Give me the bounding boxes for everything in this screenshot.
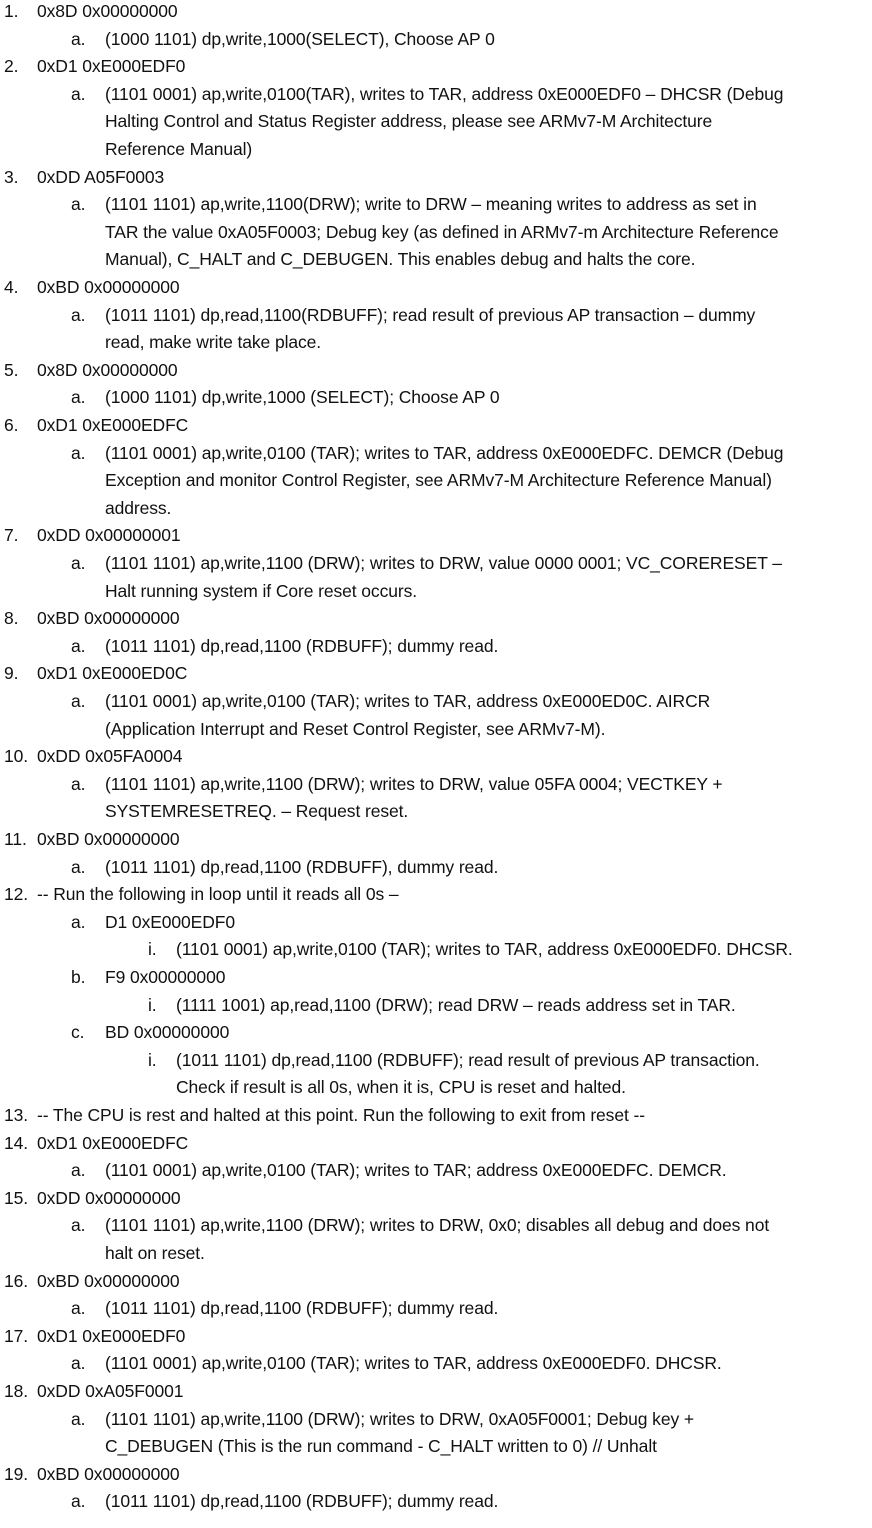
list-item-text: (1111 1001) ap,read,1100 (DRW); read DRW – reads address set in TAR. <box>176 994 736 1015</box>
list-item-text: 0xD1 0xE000EDFC <box>37 415 189 435</box>
list-item-number: a. <box>71 442 86 463</box>
list-item-number: 17. <box>4 1325 29 1346</box>
list-item-text: (1101 1101) ap,write,1100(DRW); write to DRW – meaning writes to address as set in <box>105 194 757 215</box>
list-item-text: (Application Interrupt and Reset Control Register, see ARMv7-M). <box>105 718 606 739</box>
list-item-number: a. <box>71 28 86 49</box>
list-item-text: (1101 0001) ap,write,0100 (TAR); writes to TAR, address 0xE000EDF0. DHCSR. <box>176 939 793 960</box>
list-item-text: (1011 1101) dp,read,1100 (RDBUFF); dummy read. <box>105 1491 499 1512</box>
list-item-number: a. <box>71 553 86 573</box>
list-item-text: SYSTEMRESETREQ. – Request reset. <box>105 801 409 822</box>
list-item-number: a. <box>71 911 86 932</box>
list-item-text: 0xDD 0x05FA0004 <box>37 746 183 767</box>
list-item-number: i. <box>148 1049 157 1070</box>
list-item-number: 18. <box>4 1381 29 1401</box>
list-item-text: Check if result is all 0s, when it is, CPU is reset and halted. <box>176 1077 626 1098</box>
list-item-text: C_DEBUGEN (This is the run command - C_HALT written to 0) // Unhalt <box>105 1436 657 1457</box>
list-item-number: 10. <box>4 746 29 767</box>
list-item-text: Exception and monitor Control Register, see ARMv7-M Architecture Reference Manual) <box>105 470 772 491</box>
list-item-number: 2. <box>4 56 19 77</box>
list-item-text: (1101 0001) ap,write,0100 (TAR); writes to TAR, address 0xE000EDFC. DEMCR (Debug <box>105 442 784 463</box>
list-item-number: a. <box>71 773 86 794</box>
list-item-text: 0xBD 0x00000000 <box>37 1463 180 1484</box>
list-item-number: c. <box>71 1022 85 1043</box>
list-item-number: a. <box>71 1491 86 1512</box>
list-item-number: i. <box>148 994 157 1015</box>
list-item-text: D1 0xE000EDF0 <box>105 911 236 932</box>
list-item-number: 6. <box>4 415 19 435</box>
list-item-text: 0xDD A05F0003 <box>37 166 165 187</box>
list-item-number: a. <box>71 1408 86 1429</box>
list-item-number: b. <box>71 967 86 987</box>
list-item-number: 16. <box>4 1270 29 1291</box>
list-item-text: 0xBD 0x00000000 <box>37 277 180 297</box>
list-item-number: a. <box>71 304 86 325</box>
list-item-number: 13. <box>4 1105 29 1125</box>
list-item-number: 12. <box>4 884 29 905</box>
list-item-number: a. <box>71 194 86 215</box>
list-item-text: (1101 0001) ap,write,0100 (TAR); writes to TAR; address 0xE000EDFC. DEMCR. <box>105 1160 727 1181</box>
list-item-text: (1000 1101) dp,write,1000 (SELECT); Choose AP 0 <box>105 387 500 408</box>
list-item-text: (1101 0001) ap,write,0100(TAR), writes to TAR, address 0xE000EDF0 – DHCSR (Debug <box>105 83 784 104</box>
list-item-number: i. <box>148 939 157 960</box>
list-item-text: 0x8D 0x00000000 <box>37 1 178 21</box>
list-item-text: (1101 0001) ap,write,0100 (TAR); writes to TAR, address 0xE000ED0C. AIRCR <box>105 691 711 711</box>
list-item-number: 1. <box>4 1 19 21</box>
list-item-text: 0xDD 0x00000001 <box>37 525 181 546</box>
list-item-text: TAR the value 0xA05F0003; Debug key (as defined in ARMv7-m Architecture Reference <box>105 221 779 242</box>
list-item-number: 19. <box>4 1463 29 1484</box>
list-item-text: (1011 1101) dp,read,1100 (RDBUFF); dummy read. <box>105 1298 499 1319</box>
list-item-text: (1101 1101) ap,write,1100 (DRW); writes to DRW, 0xA05F0001; Debug key + <box>105 1408 694 1429</box>
list-item-text: (1101 0001) ap,write,0100 (TAR); writes to TAR, address 0xE000EDF0. DHCSR. <box>105 1353 722 1374</box>
list-item-number: 3. <box>4 166 19 187</box>
list-item-text: (1011 1101) dp,read,1100 (RDBUFF); dummy read. <box>105 635 499 656</box>
list-item-text: (1101 1101) ap,write,1100 (DRW); writes to DRW, value 05FA 0004; VECTKEY + <box>105 773 723 794</box>
list-item-text: (1011 1101) dp,read,1100 (RDBUFF); read result of previous AP transaction. <box>176 1049 760 1070</box>
list-item-number: a. <box>71 856 86 877</box>
list-item-number: a. <box>71 1160 86 1181</box>
list-item-text: BD 0x00000000 <box>105 1022 230 1043</box>
list-item-number: 4. <box>4 277 19 297</box>
list-item-text: -- The CPU is rest and halted at this point. Run the following to exit from reset -- <box>37 1105 645 1125</box>
list-item-number: a. <box>71 387 86 408</box>
list-item-text: address. <box>105 497 172 518</box>
list-item-text: 0xD1 0xE000ED0C <box>37 663 188 684</box>
list-item-text: 0xD1 0xE000EDF0 <box>37 1325 186 1346</box>
list-item-number: 15. <box>4 1187 29 1208</box>
list-item-text: 0xDD 0xA05F0001 <box>37 1381 184 1401</box>
list-item-text: (1000 1101) dp,write,1000(SELECT), Choose AP 0 <box>105 28 495 49</box>
list-item-text: 0xD1 0xE000EDFC <box>37 1132 189 1153</box>
list-item-text: 0xD1 0xE000EDF0 <box>37 56 186 77</box>
list-item-number: 8. <box>4 608 19 629</box>
list-item-number: 14. <box>4 1132 29 1153</box>
list-item-text: F9 0x00000000 <box>105 967 226 987</box>
list-item-number: a. <box>71 1353 86 1374</box>
list-item-number: a. <box>71 691 86 711</box>
list-item-text: -- Run the following in loop until it reads all 0s – <box>37 884 399 905</box>
list-item-text: 0xBD 0x00000000 <box>37 608 180 629</box>
list-item-text: (1101 1101) ap,write,1100 (DRW); writes to DRW, 0x0; disables all debug and does not <box>105 1215 770 1236</box>
list-item-number: a. <box>71 1298 86 1319</box>
list-item-text: (1011 1101) dp,read,1100 (RDBUFF), dummy read. <box>105 856 499 877</box>
list-item-text: read, make write take place. <box>105 332 322 353</box>
list-item-text: (1011 1101) dp,read,1100(RDBUFF); read result of previous AP transaction – dummy <box>105 304 756 325</box>
list-item-text: Halt running system if Core reset occurs. <box>105 580 417 601</box>
list-item-number: 7. <box>4 525 19 546</box>
list-item-number: a. <box>71 1215 86 1236</box>
list-item-text: 0xBD 0x00000000 <box>37 829 180 849</box>
list-item-number: 11. <box>4 829 27 849</box>
list-item-text: halt on reset. <box>105 1243 205 1263</box>
list-item-text: 0xDD 0x00000000 <box>37 1187 181 1208</box>
list-item-number: 5. <box>4 359 19 380</box>
list-item-number: a. <box>71 83 86 104</box>
list-item-text: 0xBD 0x00000000 <box>37 1270 180 1291</box>
list-item-text: 0x8D 0x00000000 <box>37 359 178 380</box>
list-item-text: Manual), C_HALT and C_DEBUGEN. This enables debug and halts the core. <box>105 249 696 270</box>
list-item-text: (1101 1101) ap,write,1100 (DRW); writes to DRW, value 0000 0001; VC_CORERESET – <box>105 553 782 573</box>
list-item-number: 9. <box>4 663 19 684</box>
list-item-number: a. <box>71 635 86 656</box>
list-item-text: Halting Control and Status Register address, please see ARMv7-M Architecture <box>105 111 713 132</box>
list-item-text: Reference Manual) <box>105 139 253 159</box>
